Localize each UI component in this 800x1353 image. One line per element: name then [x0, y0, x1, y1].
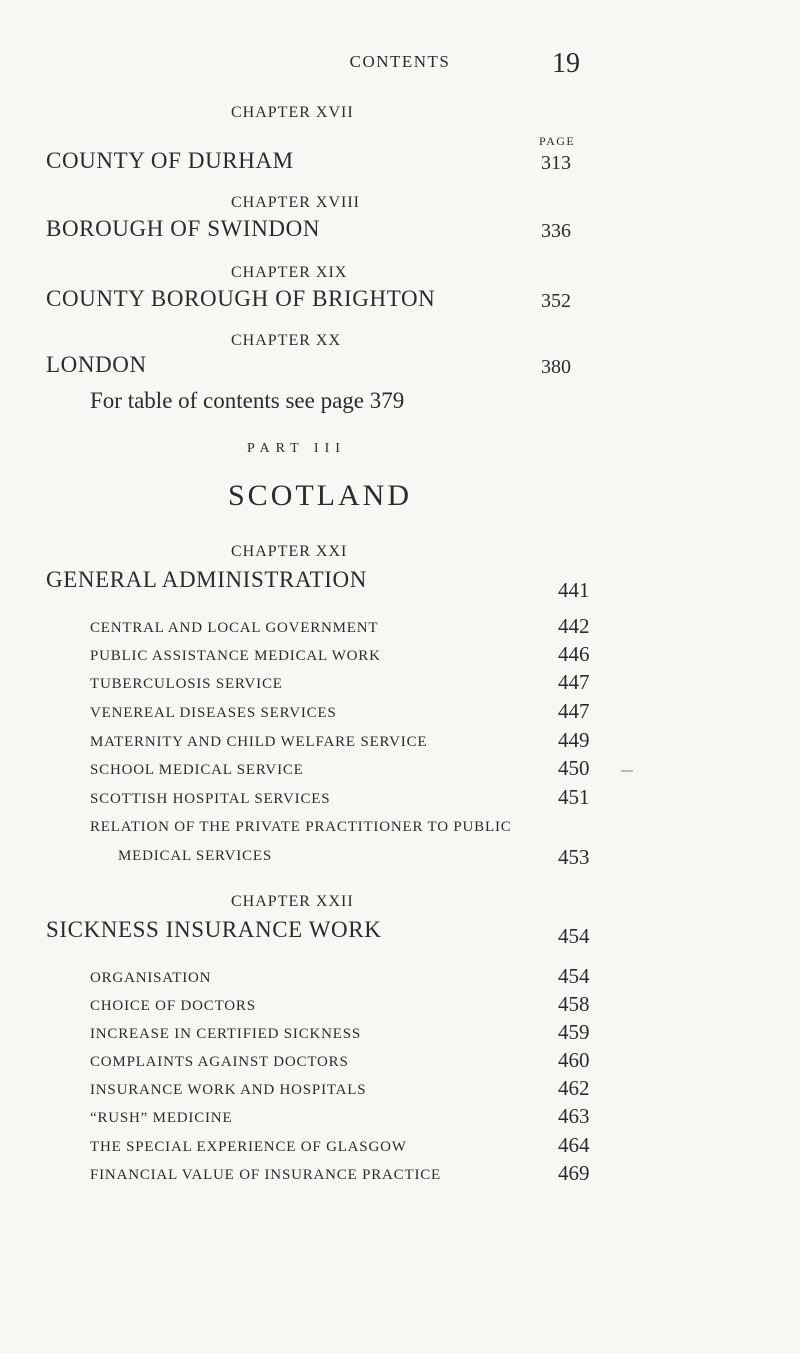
- page-column-label: PAGE: [539, 134, 576, 148]
- section-page-number: 459: [558, 1020, 590, 1044]
- section-page-number: 442: [558, 614, 590, 638]
- chapter-heading: CHAPTER XXI: [231, 543, 348, 560]
- chapter-title[interactable]: SICKNESS INSURANCE WORK: [46, 917, 382, 942]
- section-title[interactable]: PUBLIC ASSISTANCE MEDICAL WORK: [90, 648, 381, 664]
- chapter-title[interactable]: COUNTY BOROUGH OF BRIGHTON: [46, 286, 436, 311]
- section-page-number: 446: [558, 642, 590, 666]
- section-title[interactable]: CENTRAL AND LOCAL GOVERNMENT: [90, 620, 379, 636]
- section-page-number: 469: [558, 1161, 590, 1185]
- part-title: SCOTLAND: [228, 479, 413, 512]
- section-page-number: 453: [558, 845, 590, 869]
- section-page-number: 463: [558, 1104, 590, 1128]
- chapter-page-number: 454: [558, 924, 590, 948]
- section-page-number: 460: [558, 1048, 590, 1072]
- section-title[interactable]: INCREASE IN CERTIFIED SICKNESS: [90, 1026, 362, 1042]
- section-page-number: 447: [558, 699, 590, 723]
- chapter-page-number: 336: [541, 220, 571, 242]
- chapter-page-number: 380: [541, 356, 571, 378]
- chapter-title[interactable]: GENERAL ADMINISTRATION: [46, 567, 367, 592]
- part-label: PART III: [247, 441, 346, 456]
- section-title[interactable]: RELATION OF THE PRIVATE PRACTITIONER TO PUBLIC: [90, 819, 512, 835]
- chapter-heading: CHAPTER XVII: [231, 104, 354, 121]
- chapter-heading: CHAPTER XXII: [231, 893, 354, 910]
- section-page-number: 454: [558, 964, 590, 988]
- section-title[interactable]: FINANCIAL VALUE OF INSURANCE PRACTICE: [90, 1167, 442, 1183]
- section-title[interactable]: SCOTTISH HOSPITAL SERVICES: [90, 791, 331, 807]
- section-title[interactable]: THE SPECIAL EXPERIENCE OF GLASGOW: [90, 1139, 407, 1155]
- chapter-title[interactable]: BOROUGH OF SWINDON: [46, 216, 321, 241]
- stray-mark: [621, 770, 633, 772]
- chapter-title[interactable]: LONDON: [46, 352, 147, 377]
- section-title[interactable]: SCHOOL MEDICAL SERVICE: [90, 762, 304, 778]
- section-title[interactable]: CHOICE OF DOCTORS: [90, 998, 256, 1014]
- section-page-number: 451: [558, 785, 590, 809]
- chapter-heading: CHAPTER XVIII: [231, 194, 360, 211]
- section-title[interactable]: “RUSH” MEDICINE: [90, 1110, 233, 1126]
- section-page-number: 447: [558, 670, 590, 694]
- section-page-number: 450: [558, 756, 590, 780]
- running-head-title: CONTENTS: [349, 52, 451, 71]
- section-title-continuation[interactable]: MEDICAL SERVICES: [118, 848, 272, 864]
- section-title[interactable]: COMPLAINTS AGAINST DOCTORS: [90, 1054, 349, 1070]
- section-page-number: 458: [558, 992, 590, 1016]
- section-title[interactable]: INSURANCE WORK AND HOSPITALS: [90, 1082, 367, 1098]
- london-contents-note: For table of contents see page 379: [90, 388, 405, 413]
- section-title[interactable]: MATERNITY AND CHILD WELFARE SERVICE: [90, 734, 428, 750]
- section-page-number: 462: [558, 1076, 590, 1100]
- page-number: 19: [552, 48, 580, 79]
- section-page-number: 464: [558, 1133, 590, 1157]
- section-page-number: 449: [558, 728, 590, 752]
- chapter-page-number: 441: [558, 578, 590, 602]
- chapter-page-number: 352: [541, 290, 571, 312]
- chapter-page-number: 313: [541, 152, 571, 174]
- section-title[interactable]: VENEREAL DISEASES SERVICES: [90, 705, 337, 721]
- chapter-heading: CHAPTER XIX: [231, 264, 348, 281]
- section-title[interactable]: ORGANISATION: [90, 970, 212, 986]
- chapter-heading: CHAPTER XX: [231, 332, 342, 349]
- chapter-title[interactable]: COUNTY OF DURHAM: [46, 148, 294, 173]
- section-title[interactable]: TUBERCULOSIS SERVICE: [90, 676, 283, 692]
